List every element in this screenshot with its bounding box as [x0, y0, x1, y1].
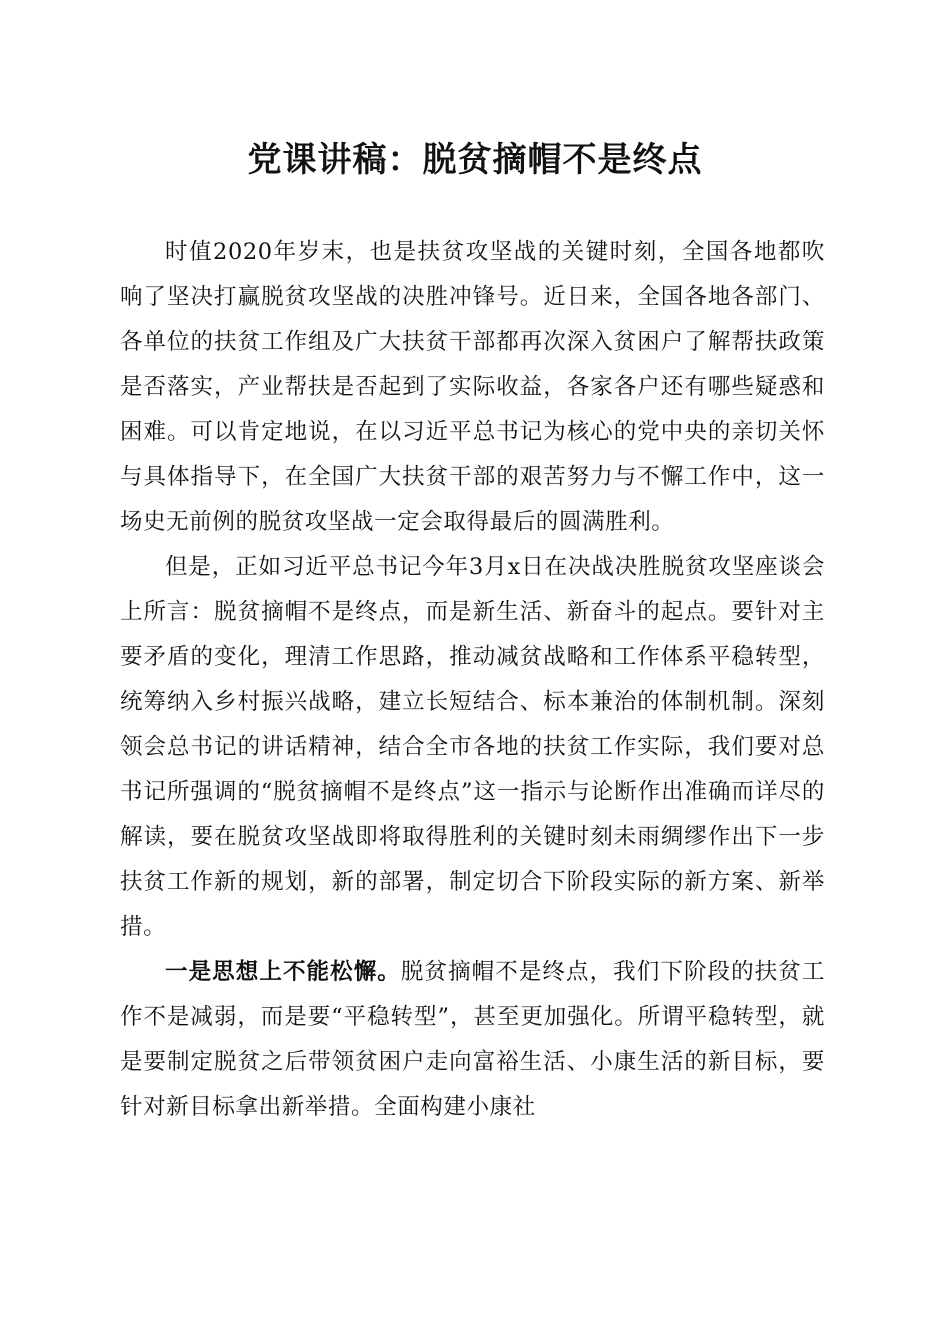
- document-body: [120, 230, 825, 1130]
- paragraph: [120, 545, 825, 950]
- document-title: 党课讲稿：脱贫摘帽不是终点: [247, 140, 703, 180]
- paragraph-text: 时值2020年岁末，也是扶贫攻坚战的关键时刻，全国各地都吹响了坚决打赢脱贫攻坚战的决胜冲锋号。近日来，全国各地各部门、各单位的扶贫工作组及广大扶贫干部都再次深入贫困户了解帮扶政策是否落实，产业帮扶是否起到了实际收益，各家各户还有哪些疑惑和困难。可以肯定地说，在以习近平总书记为核心的党中央的亲切关怀与具体指导下，在全国广大扶贫干部的艰苦努力与不懈工作中，这一场史无前例的脱贫攻坚战一定会取得最后的圆满胜利。: [120, 239, 825, 535]
- paragraph-text: 但是，正如习近平总书记今年3月x日在决战决胜脱贫攻坚座谈会上所言：脱贫摘帽不是终点，而是新生活、新奋斗的起点。要针对主要矛盾的变化，理清工作思路，推动减贫战略和工作体系平稳转型，统筹纳入乡村振兴战略，建立长短结合、标本兼治的体制机制。深刻领会总书记的讲话精神，结合全市各地的扶贫工作实际，我们要对总书记所强调的“脱贫摘帽不是终点”这一指示与论断作出准确而详尽的解读，要在脱贫攻坚战即将取得胜利的关键时刻未雨绸缪作出下一步扶贫工作新的规划，新的部署，制定切合下阶段实际的新方案、新举措。: [120, 554, 825, 940]
- paragraph: [120, 950, 825, 1130]
- paragraph: [120, 230, 825, 545]
- paragraph-text: 脱贫摘帽不是终点，我们下阶段的扶贫工作不是减弱，而是要“平稳转型”，甚至更加强化。所谓平稳转型，就是要制定脱贫之后带领贫困户走向富裕生活、小康生活的新目标，要针对新目标拿出新举措。全面构建小康社: [120, 959, 825, 1120]
- paragraph-lead: 一是思想上不能松懈。: [165, 959, 401, 985]
